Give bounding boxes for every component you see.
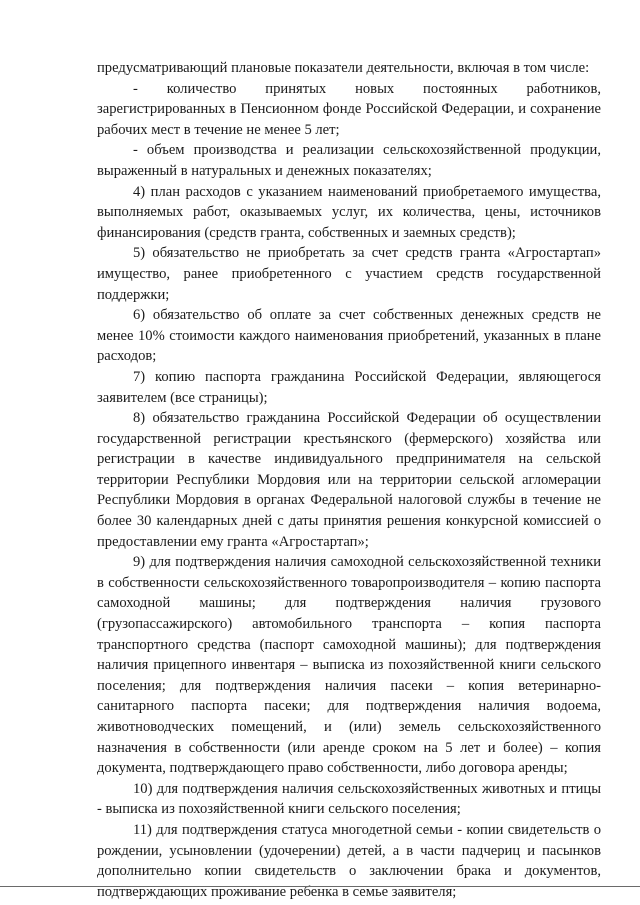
paragraph-production: - объем производства и реализации сельскохозяйственной продукции, выраженный в натуральных и денежных показателях; xyxy=(97,142,601,179)
paragraph-item-6: 6) обязательство об оплате за счет собственных денежных средств не менее 10% стоимости каждого наименования приобретений, указанных в плане расходов; xyxy=(97,307,601,365)
paragraph-item-10: 10) для подтверждения наличия сельскохозяйственных животных и птицы - выписка из похозяйственной книги сельского поселения; xyxy=(97,780,601,818)
paragraph-item-8: 8) обязательство гражданина Российской Федерации об осуществлении государственной регистрации крестьянского (фермерского) хозяйства или регистрации в качестве индивидуального предпринимателя на сельской территории Республики Мордовия или на территории сельской агломерации Республики Мордовия в органах Федеральной налоговой службы в течение не более 30 календарных дней с даты принятия решения конкурсной комиссией о предоставлении ему гранта «Агростартап»; xyxy=(97,410,601,550)
paragraph-item-7: 7) копию паспорта гражданина Российской Федерации, являющегося заявителем (все страницы); xyxy=(97,368,601,406)
paragraph-item-9: 9) для подтверждения наличия самоходной сельскохозяйственной техники в собственности сельскохозяйственного товаропроизводителя – копию паспорта самоходной машины; для подтверждения наличия грузового (грузопассажирского) автомобильного транспорта – копия паспорта транспортного средства (паспорт самоходной машины); для подтверждения наличия прицепного инвентаря – выписка из похозяйственной книги сельского поселения; для подтверждения наличия пасеки – копия ветеринарно-санитарного паспорта пасеки; для подтверждения наличия водоема, животноводческих помещений, и (или) земель сельскохозяйственного назначения в собственности (или аренде сроком на 5 лет и более) – копия документа, подтверждающего право собственности, либо договора аренды; xyxy=(97,554,601,777)
document-body xyxy=(97,58,601,902)
page-bottom-divider xyxy=(0,886,640,887)
paragraph-intro-continuation: предусматривающий плановые показатели деятельности, включая в том числе: xyxy=(97,60,590,76)
paragraph-item-11: 11) для подтверждения статуса многодетной семьи - копии свидетельств о рождении, усыновлении (удочерении) детей, а в части падчериц и пасынков дополнительно копии свидетельств о заключении брака и документов, подтверждающих проживание ребенка в семье заявителя; xyxy=(97,821,601,900)
paragraph-item-5: 5) обязательство не приобретать за счет средств гранта «Агростартап» имущество, ранее приобретенного с участием средств государственной поддержки; xyxy=(97,245,601,303)
paragraph-item-4: 4) план расходов с указанием наименований приобретаемого имущества, выполняемых работ, оказываемых услуг, их количества, цены, источников финансирования (средств гранта, собственных и заемных средств); xyxy=(97,183,601,241)
paragraph-workers: - количество принятых новых постоянных работников, зарегистрированных в Пенсионном фонде Российской Федерации, и сохранение рабочих мест в течение не менее 5 лет; xyxy=(97,80,601,138)
